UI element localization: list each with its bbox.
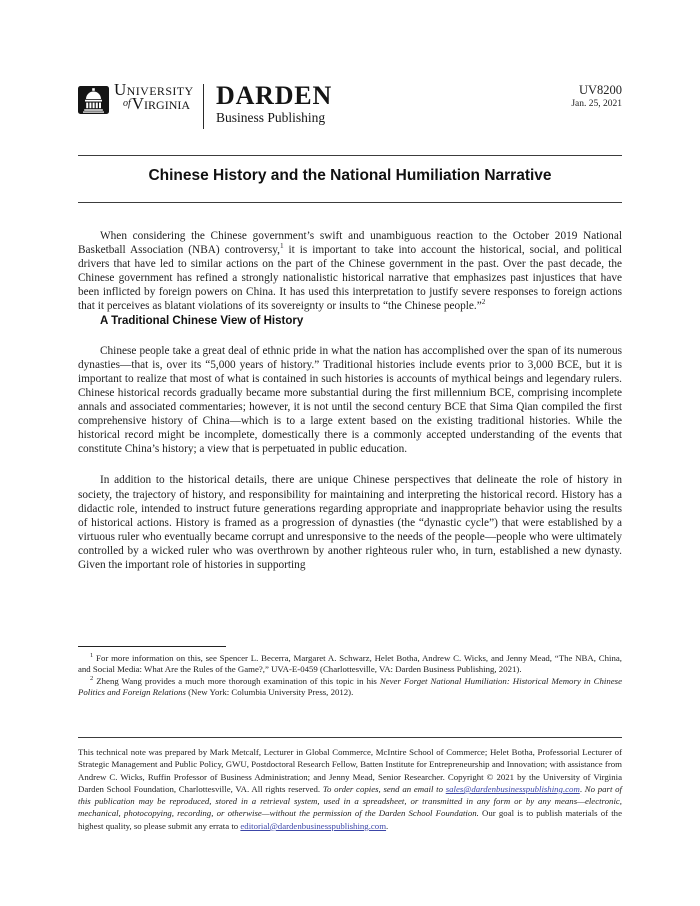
body-paragraph-3: In addition to the historical details, there are unique Chinese perspectives that delineate the role of history in society, the trajectory of history, and responsibility for maintaining and interpreting the historical record. History has a didactic role, intended to instruct future generations regarding appropriate and inappropriate behavior using the results of historical actions. History is framed as a progression of dynasties (the “dynastic cycle”) that were established by a virtuous ruler who eventually became corrupt and unresponsive to the needs of the people—people who were ultimately controlled by a wicked ruler who was overthrown by another righteous ruler who, in turn, established a new dynasty. Given the important role of histories in supporting — [78, 474, 622, 571]
footnote-1-marker: 1 — [90, 652, 94, 660]
footnote-1 — [78, 653, 622, 676]
uva-wordmark-of: of — [123, 98, 131, 109]
attribution-order-copies: To order copies, send an email to — [322, 783, 446, 794]
sales-email-link[interactable]: sales@dardenbusinesspublishing.com — [445, 783, 580, 794]
footnote-2-reference: 2 — [481, 298, 486, 307]
editorial-email-link[interactable]: editorial@dardenbusinesspublishing.com — [240, 820, 387, 831]
uva-wordmark — [114, 82, 194, 114]
darden-brand-subtitle: Business Publishing — [216, 110, 326, 125]
footnote-separator — [78, 646, 226, 647]
uva-wordmark-university: University — [114, 80, 194, 99]
section-heading: A Traditional Chinese View of History — [100, 314, 304, 327]
attribution-block — [78, 746, 622, 832]
footer-rule — [78, 737, 622, 738]
darden-brand-title: DARDEN — [216, 81, 333, 110]
page-title: Chinese History and the National Humiliation Narrative — [148, 167, 552, 184]
body-paragraph-1 — [78, 229, 622, 314]
footnote-2 — [78, 676, 622, 699]
uva-rotunda-icon — [78, 86, 109, 114]
paragraph-1-text-a: When considering the Chinese government’s swift and unambiguous reaction to the October 2019 National Basketball Association (NBA) controversy, — [78, 230, 622, 257]
article-body — [78, 229, 622, 572]
attribution-errata: Our goal is to publish materials of the highest quality, so please submit any errata to — [78, 808, 622, 831]
document-id-block — [571, 84, 622, 110]
body-paragraph-2: Chinese people take a great deal of ethnic pride in what the nation has accomplished over the span of its numerous dynasties—that is, over its “5,000 years of history.” Traditional histories include events prior to 3,000 BCE, but it is important to realize that most of what is contained in such histories is accounts of mythical beings and legendary rulers. Chinese historical records gradually became more substantial during the first millennium BCE, comprising incomplete annals and associated commentaries; however, it is not until the second century BCE that Sima Qian compiled the first comprehensive history of China—which is to a large extent based on the existing traditional histories. While the historical record might be incomplete, domestically there is a commonly accepted understanding of the events that constitute China’s history; a view that is perpetuated in public education. — [78, 344, 622, 456]
attribution-period: . — [386, 820, 389, 831]
title-rule-top — [78, 155, 622, 156]
document-date: Jan. 25, 2021 — [571, 99, 622, 109]
attribution-dot: . — [579, 783, 585, 794]
uva-darden-logo — [78, 82, 194, 114]
attribution-rights: No part of this publication may be reproduced, stored in a retrieval system, used in a spreadsheet, or transmitted in any form or by any means—electronic, mechanical, photocopying, recording, or otherwise—without the permission of the Darden School Foundation. — [78, 783, 622, 819]
uva-wordmark-virginia: ofVirginia — [123, 94, 191, 113]
darden-brand — [216, 83, 332, 125]
footnote-1-text: For more information on this, see Spencer L. Becerra, Margaret A. Schwarz, Helet Botha, Andrew C. Wicks, and Jenny Mead, “The NBA, China, and Social Media: What Are the Rules of the Game?,” UVA-E-0459 (Charlottesville, VA: Darden Business Publishing, 2021). — [78, 653, 622, 675]
footnote-2-book-title: Never Forget National Humiliation: Historical Memory in Chinese Politics and Foreign Relations — [78, 675, 622, 698]
footnote-1-reference: 1 — [280, 242, 284, 251]
title-rule-bottom — [78, 202, 622, 203]
footnote-2-marker: 2 — [90, 674, 94, 682]
footnote-2-text-pre: Zheng Wang provides a much more thorough examination of this topic in his — [93, 675, 380, 686]
document-number: UV8200 — [578, 83, 622, 97]
header-divider — [203, 84, 204, 129]
paragraph-1-text-b: it is important to take into account the historical, social, and political drivers that have led to similar actions on the part of the Chinese government in the past. Over the past decade, the Chinese government has refined a strongly nationalistic historical narrative that emphasizes past injustices that have been inflicted by foreign powers on China. It has used this interpretation to justify severe responses to foreign actions that it perceives as blatant violations of its sovereignty or insults to “the Chinese people.” — [78, 244, 622, 313]
footnote-2-text-post: (New York: Columbia University Press, 2012). — [185, 687, 354, 698]
attribution-intro: This technical note was prepared by Mark Metcalf, Lecturer in Global Commerce, McIntire School of Commerce; Helet Botha, Professorial Lecturer of Strategic Management and Public Policy, GWU, Postdoctoral Research Fellow, Batten Institute for Entrepreneurship and Innovation; with assistance from Andrew C. Wicks, Ruffin Professor of Business Administration; and Jenny Mead, Senior Researcher. Copyright © 2021 by the University of Virginia Darden School Foundation, Charlottesville, VA. All rights reserved. — [78, 747, 622, 794]
footnotes-section — [78, 646, 622, 699]
